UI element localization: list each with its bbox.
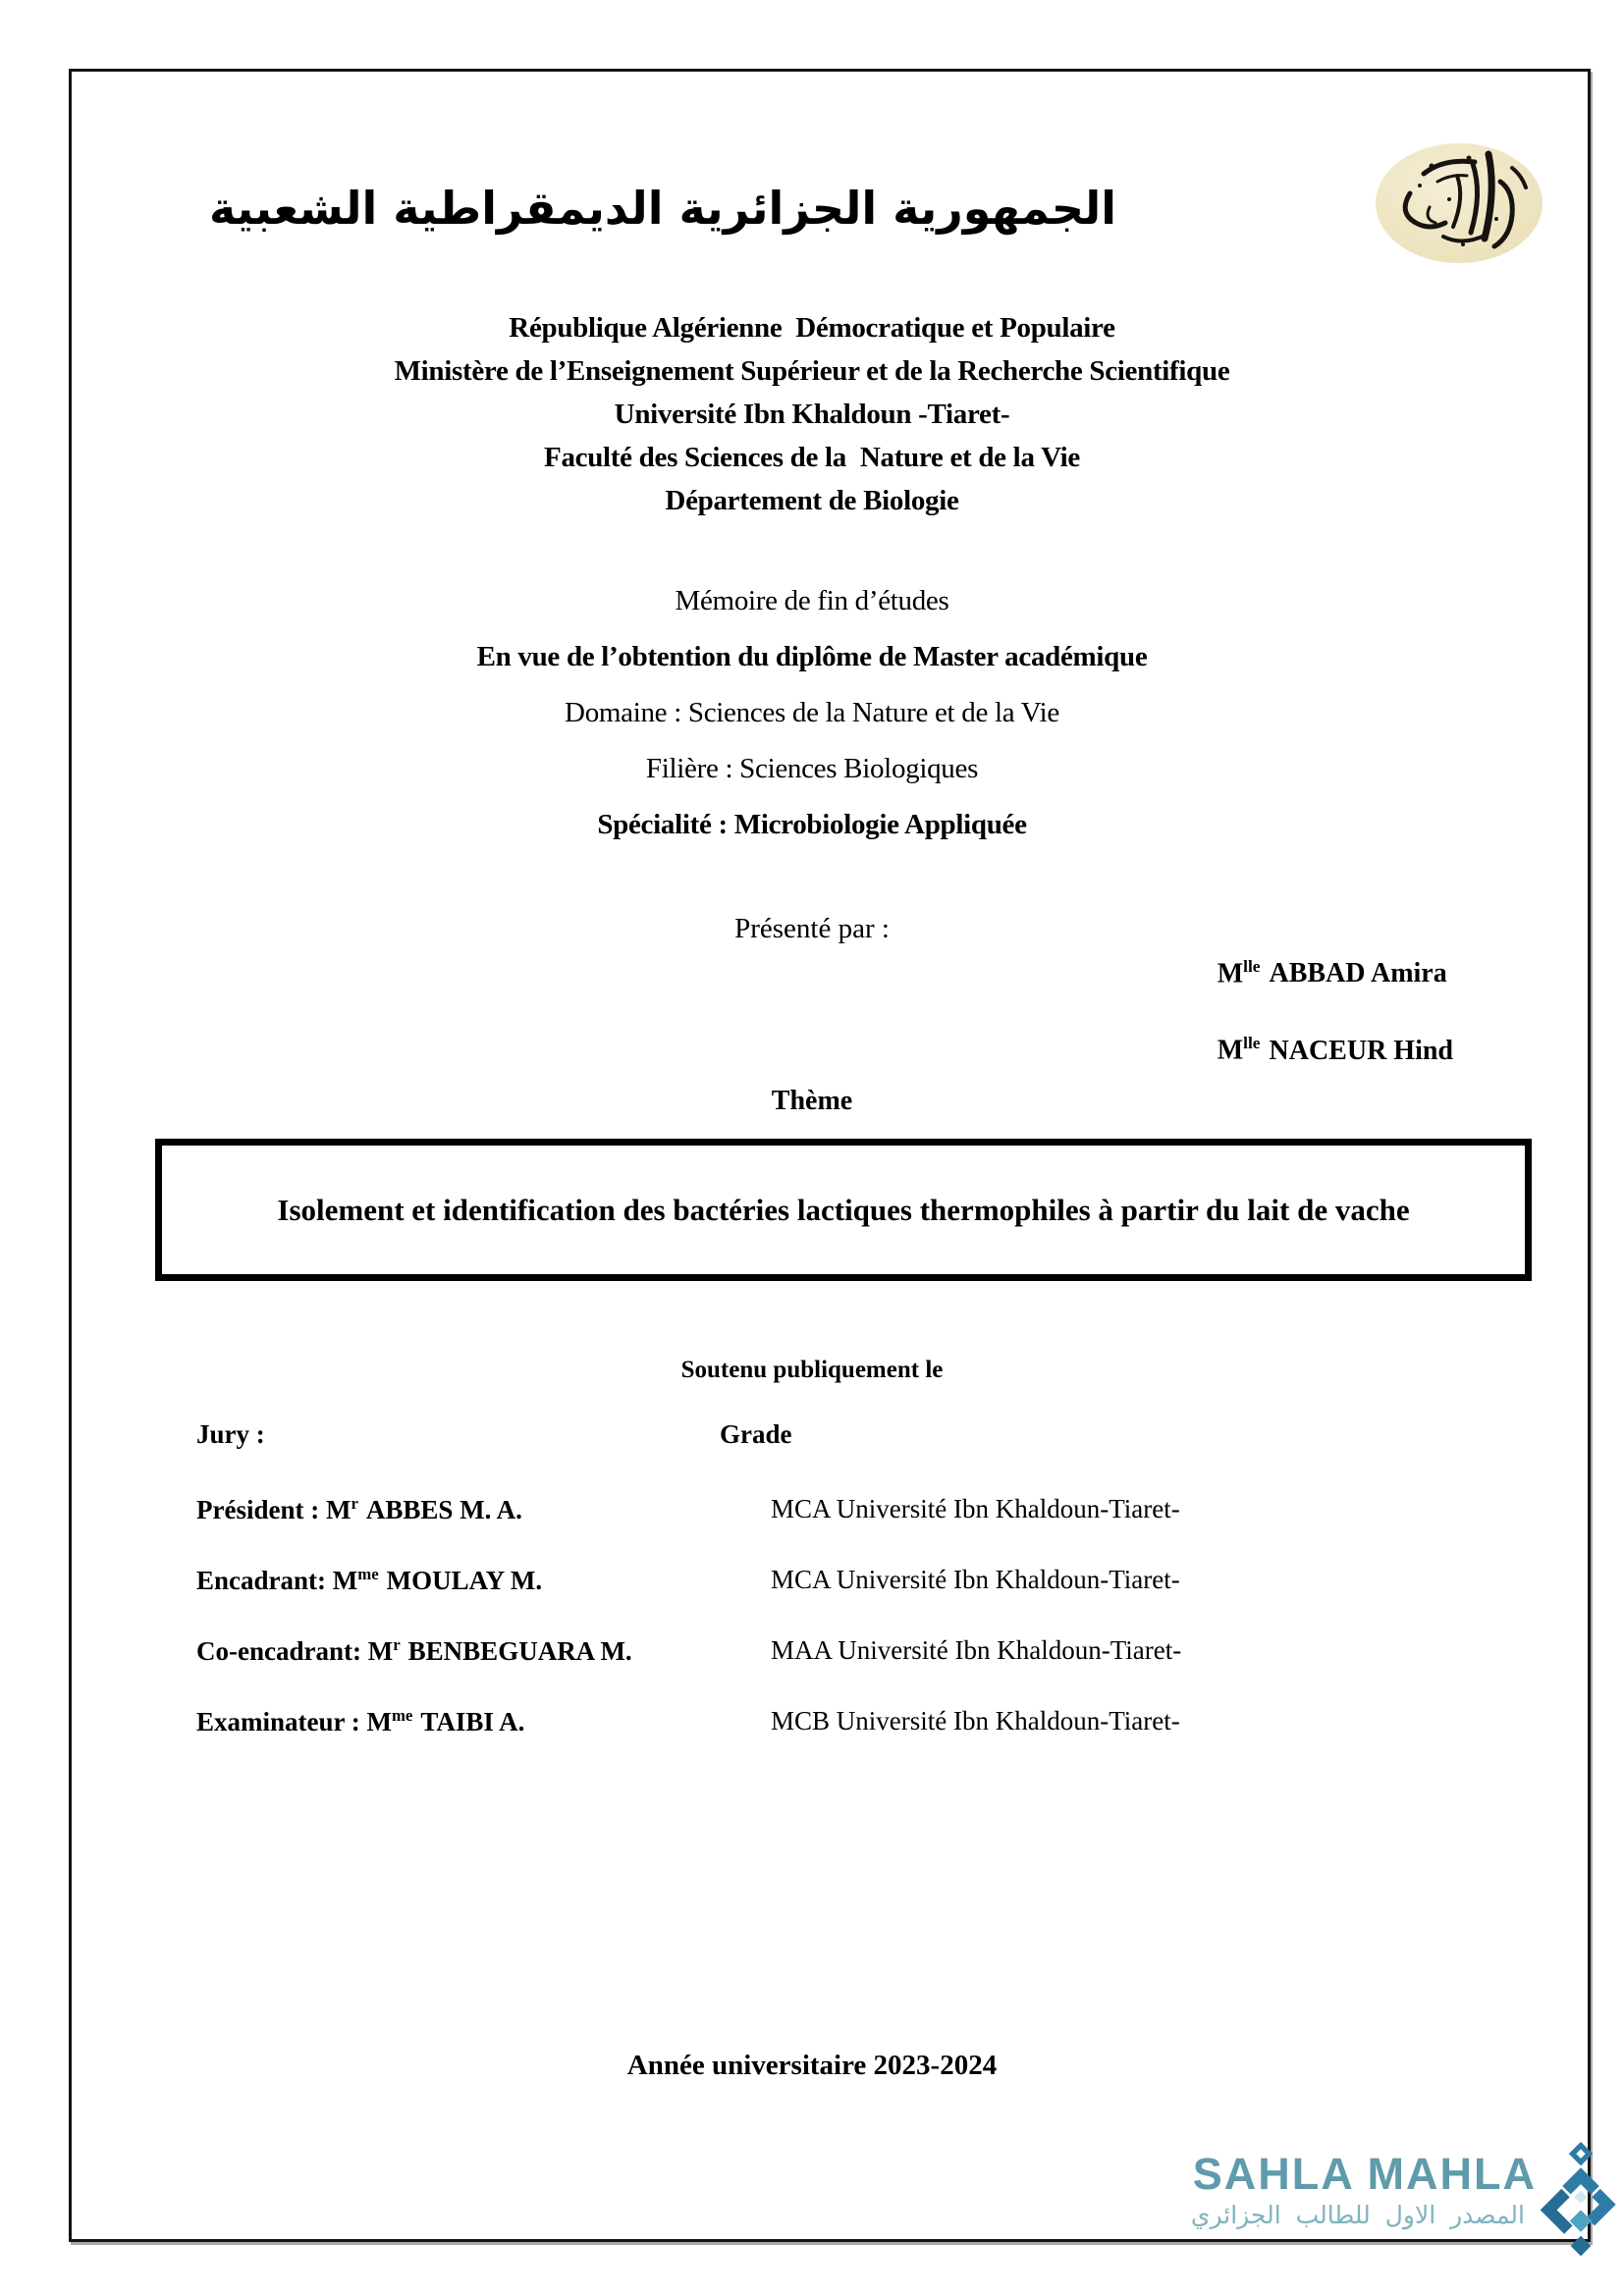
- filiere-line: Filière : Sciences Biologiques: [645, 753, 979, 784]
- specialite-line: Spécialité : Microbiologie Appliquée: [597, 809, 1027, 840]
- jury-role-text: Encadrant: M: [196, 1566, 358, 1595]
- domaine-line: Domaine : Sciences de la Nature et de la Vie: [565, 697, 1059, 728]
- jury-role: [196, 1565, 542, 1596]
- student-name: [1218, 1027, 1453, 1067]
- republic-line: République Algérienne Démocratique et Populaire: [509, 312, 1115, 344]
- watermark-brand-text: SAHLA MAHLA: [1192, 2149, 1537, 2199]
- student-name-text: ABBAD Amira: [1269, 958, 1447, 989]
- watermark-tagline-arabic: المصدر الاول للطالب الجزائري: [1190, 2201, 1525, 2229]
- jury-role-text: Co-encadrant: M: [196, 1636, 394, 1666]
- presented-by-label: Présenté par :: [734, 913, 890, 944]
- student-title: M: [1217, 1035, 1244, 1066]
- student-name-text: NACEUR Hind: [1269, 1035, 1453, 1066]
- student-name: [1218, 950, 1453, 990]
- faculty-line: Faculté des Sciences de la Nature et de la Vie: [544, 442, 1080, 473]
- jury-role: [196, 1635, 632, 1667]
- jury-role: [196, 1706, 524, 1737]
- jury-member-name: BENBEGUARA M.: [407, 1636, 632, 1666]
- jury-grade: MCA Université Ibn Khaldoun-Tiaret-: [771, 1565, 1180, 1594]
- institution-header: [0, 306, 1624, 522]
- sahla-mahla-logo-icon: [1536, 2133, 1624, 2269]
- theme-box: [155, 1139, 1532, 1281]
- student-title-sup: lle: [1243, 957, 1261, 976]
- jury-grade: MCB Université Ibn Khaldoun-Tiaret-: [771, 1706, 1180, 1735]
- ministry-line: Ministère de l’Enseignement Supérieur et de la Recherche Scientifique: [394, 355, 1230, 387]
- jury-role-sup: me: [357, 1565, 379, 1583]
- jury-member-name: ABBES M. A.: [365, 1495, 522, 1524]
- jury-role: [196, 1494, 522, 1525]
- memoire-line: Mémoire de fin d’études: [675, 585, 949, 616]
- student-title: M: [1217, 958, 1244, 989]
- department-line: Département de Biologie: [665, 485, 959, 516]
- jury-row-co-encadrant: [0, 1635, 1624, 1669]
- jury-role-sup: me: [391, 1706, 413, 1725]
- student-names: [1218, 950, 1453, 1104]
- jury-grade: MAA Université Ibn Khaldoun-Tiaret-: [771, 1635, 1182, 1665]
- theme-label: Thème: [771, 1086, 853, 1116]
- arabic-republic-title: الجمهورية الجزائرية الديمقراطية الشعبية: [208, 182, 1117, 235]
- jury-role-text: Examinateur : M: [196, 1707, 392, 1736]
- jury-role-sup: r: [351, 1494, 358, 1513]
- jury-header-grade: Grade: [720, 1419, 792, 1449]
- jury-row-president: [0, 1494, 1624, 1527]
- jury-role-text: Président : M: [196, 1495, 352, 1524]
- academic-year: Année universitaire 2023-2024: [626, 2050, 998, 2081]
- student-title-sup: lle: [1243, 1034, 1261, 1053]
- jury-row-encadrant: [0, 1565, 1624, 1598]
- jury-header-left: Jury :: [196, 1419, 265, 1449]
- defense-date-line: Soutenu publiquement le: [680, 1357, 944, 1383]
- jury-row-examinateur: [0, 1706, 1624, 1739]
- jury-member-name: MOULAY M.: [386, 1566, 543, 1595]
- degree-block: [0, 573, 1624, 853]
- jury-header-row: [0, 1419, 1624, 1453]
- university-seal-icon: [1375, 142, 1543, 264]
- thesis-title: Isolement et identification des bactéries lactiques thermophiles à partir du lait de vache: [277, 1192, 1410, 1227]
- university-line: Université Ibn Khaldoun -Tiaret-: [614, 399, 1010, 430]
- jury-role-sup: r: [393, 1635, 401, 1654]
- purpose-line: En vue de l’obtention du diplôme de Master académique: [476, 641, 1148, 672]
- jury-member-name: TAIBI A.: [420, 1707, 525, 1736]
- jury-grade: MCA Université Ibn Khaldoun-Tiaret-: [771, 1494, 1180, 1523]
